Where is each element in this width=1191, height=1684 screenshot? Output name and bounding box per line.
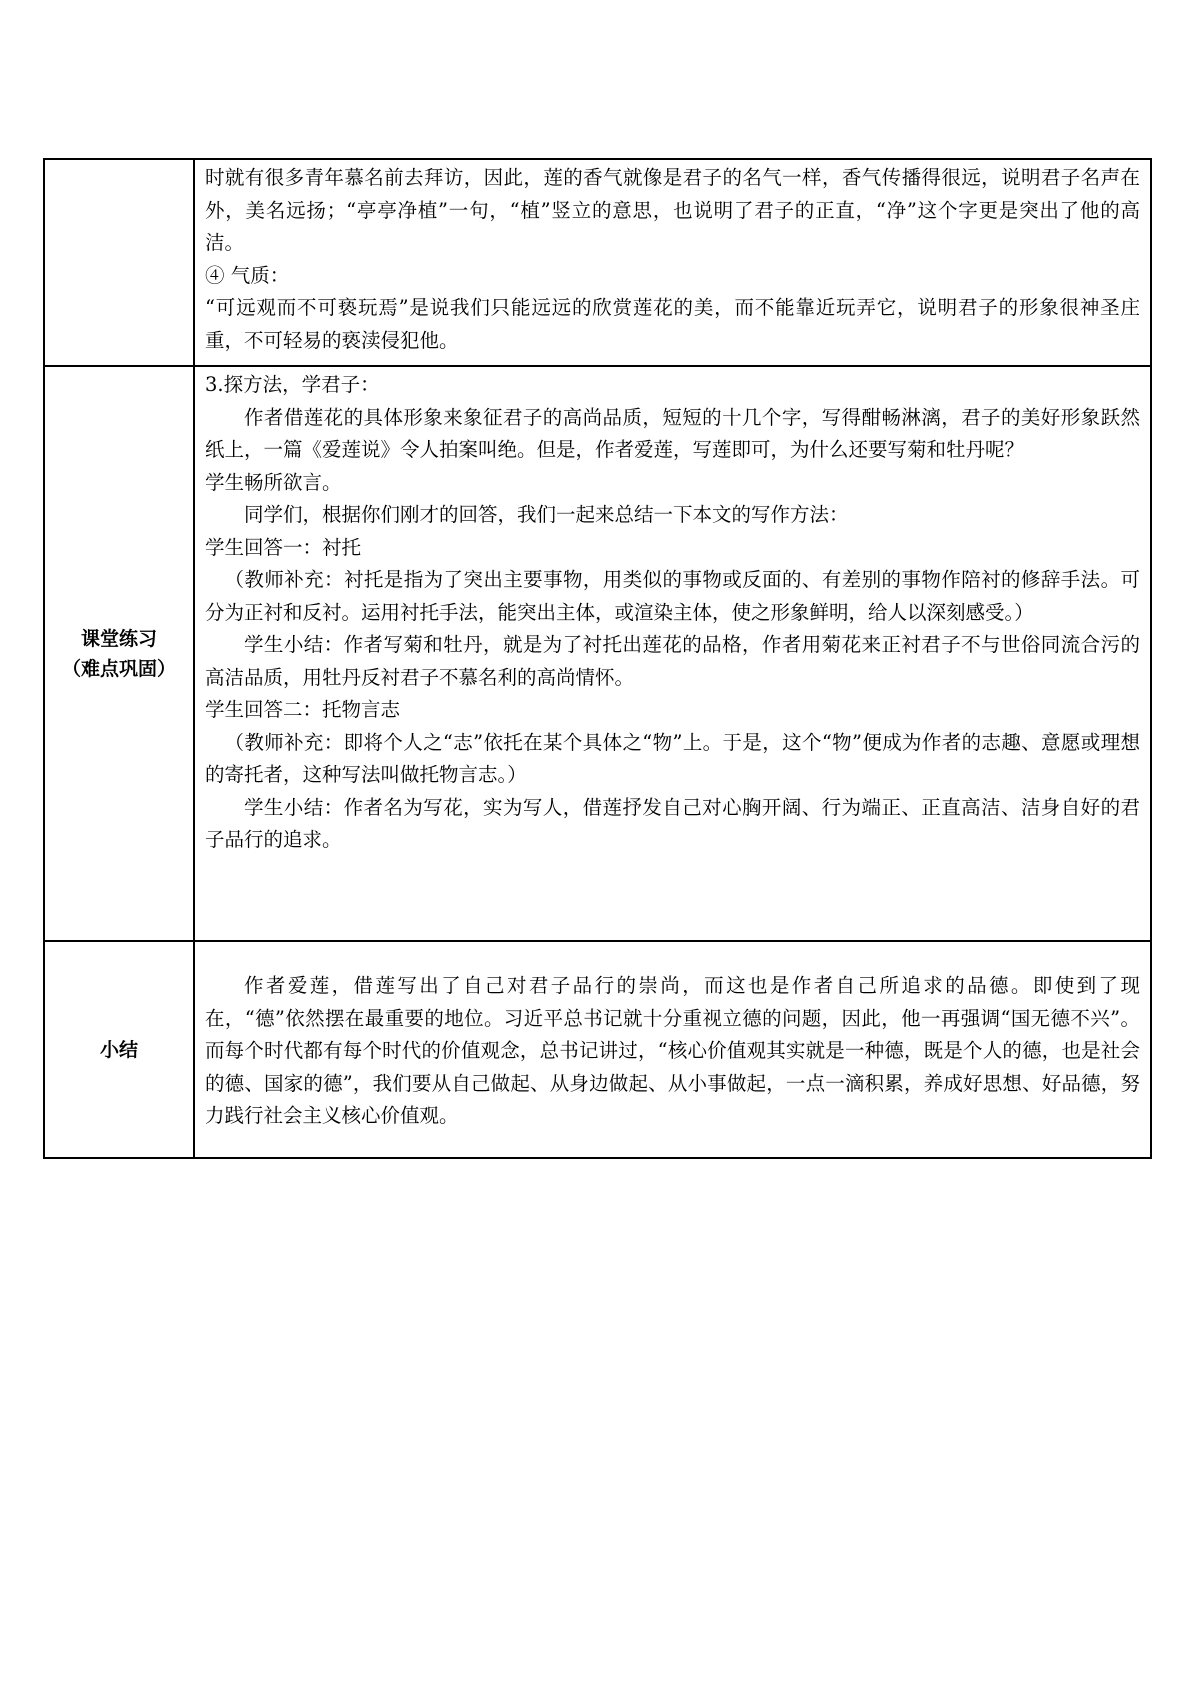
- paragraph: 学生畅所欲言。: [205, 470, 342, 494]
- paragraph: 学生回答一：衬托: [205, 535, 362, 559]
- table-row: [44, 159, 1151, 366]
- row-label-cell: [44, 941, 194, 1158]
- row-label-cell: [44, 366, 194, 941]
- row-content-cell: [194, 941, 1151, 1158]
- paragraph: “可远观而不可亵玩焉”是说我们只能远远的欣赏莲花的美，而不能靠近玩弄它，说明君子的形象很神圣庄重，不可轻易的亵渎侵犯他。: [205, 296, 1140, 352]
- paragraph: 作者爱莲，借莲写出了自己对君子品行的崇尚，而这也是作者自己所追求的品德。即使到了现在，“德”依然摆在最重要的地位。习近平总书记就十分重视立德的问题，因此，他一再强调“国无德不兴”。而每个时代都有每个时代的价值观念，总书记讲过，“核心价值观其实就是一种德，既是个人的德，也是社会的德、国家的德”，我们要从自己做起、从身边做起、从小事做起，一点一滴积累，养成好思想、好品德，努力践行社会主义核心价值观。: [205, 974, 1140, 1128]
- paragraph: 学生小结：作者名为写花，实为写人，借莲抒发自己对心胸开阔、行为端正、正直高洁、洁身自好的君子品行的追求。: [205, 795, 1140, 851]
- paragraph: 学生小结：作者写菊和牡丹，就是为了衬托出莲花的品格，作者用菊花来正衬君子不与世俗同流合污的高洁品质，用牡丹反衬君子不慕名利的高尚情怀。: [205, 633, 1140, 689]
- paragraph: （教师补充：即将个人之“志”依托在某个具体之“物”上。于是，这个“物”便成为作者的志趣、意愿或理想的寄托者，这种写法叫做托物言志。）: [205, 730, 1140, 786]
- lesson-plan-table: [43, 158, 1152, 1159]
- table-row: [44, 941, 1151, 1158]
- paragraph: 学生回答二：托物言志: [205, 698, 401, 721]
- paragraph: 时就有很多青年慕名前去拜访，因此，莲的香气就像是君子的名气一样，香气传播得很远，说明君子名声在外，美名远扬；“亭亭净植”一句，“植”竖立的意思，也说明了君子的正直，“净”这个字更是突出了他的高洁。: [205, 166, 1140, 254]
- table-row: [44, 366, 1151, 941]
- section-label: 小结: [99, 1038, 138, 1061]
- paragraph: ④ 气质：: [205, 263, 290, 287]
- row-content-cell: [194, 366, 1151, 941]
- row-label-cell: [44, 159, 194, 366]
- paragraph: 3.探方法，学君子：: [205, 373, 380, 396]
- section-sublabel: （难点巩固）: [61, 657, 176, 680]
- row-content-cell: [194, 159, 1151, 366]
- paragraph: 同学们，根据你们刚才的回答，我们一起来总结一下本文的写作方法：: [244, 503, 849, 526]
- paragraph: （教师补充：衬托是指为了突出主要事物，用类似的事物或反面的、有差别的事物作陪衬的修辞手法。可分为正衬和反衬。运用衬托手法，能突出主体，或渲染主体，使之形象鲜明，给人以深刻感受。）: [205, 568, 1140, 624]
- paragraph: 作者借莲花的具体形象来象征君子的高尚品质，短短的十几个字，写得酣畅淋漓，君子的美好形象跃然纸上，一篇《爱莲说》令人拍案叫绝。但是，作者爱莲，写莲即可，为什么还要写菊和牡丹呢？: [205, 405, 1140, 461]
- section-label: 课堂练习: [80, 627, 157, 650]
